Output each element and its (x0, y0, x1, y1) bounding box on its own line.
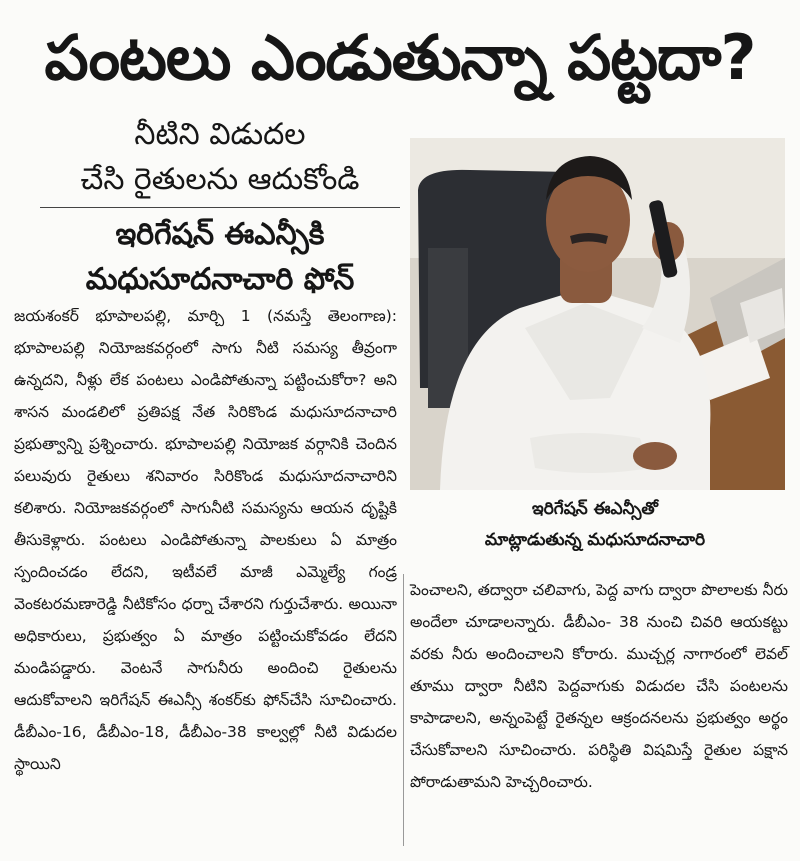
caption-line-1: ఇరిగేషన్ ఈఎన్సీతో (531, 499, 658, 519)
photo-caption (430, 494, 760, 556)
headline: పంటలు ఎండుతున్నా పట్టదా? (44, 21, 756, 94)
deck-divider (40, 207, 400, 208)
deck-line-2: చేసి రైతులను ఆదుకోండి (80, 162, 360, 197)
photo-illustration (410, 138, 785, 490)
subhead (40, 212, 400, 302)
news-photo (410, 138, 785, 490)
column-divider (403, 574, 404, 846)
deck (40, 112, 400, 202)
deck-line-1: నీటిని విడుదల (134, 117, 306, 152)
subhead-line-2: మధుసూదనాచారి ఫోన్ (85, 262, 355, 297)
body-text-right-column: పెంచాలని, తద్వారా చలివాగు, పెద్ద వాగు ద్వారా పొలాలకు నీరు అందేలా చూడాలన్నారు. డీబీఎం- 38 నుంచి చివరి ఆయకట్టు వరకు నీరు అందించాలని కోరారు. ముచ్చర్ల నాగారంలో లెవల్ తూము ద్వారా నీటిని పెద్దవాగుకు విడుదల చేసి పంటలను కాపాడాలని, అన్నంపెట్టే రైతన్నల ఆక్రందనలను ప్రభుత్వం అర్థం చేసుకోవాలని సూచించారు. పరిస్థితి విషమిస్తే రైతుల పక్షాన పోరాడుతామని హెచ్చరించారు. (410, 581, 789, 791)
body-text-left-column: జయశంకర్ భూపాలపల్లి, మార్చి 1 (నమస్తే తెలంగాణ): భూపాలపల్లి నియోజకవర్గంలో సాగు నీటి సమస్య తీవ్రంగా ఉన్నదని, నీళ్లు లేక పంటలు ఎండిపోతున్నా పట్టించుకోరా? అని శాసన మండలిలో ప్రతిపక్ష నేత సిరికొండ మధుసూదనాచారి ప్రభుత్వాన్ని ప్రశ్నించారు. భూపాలపల్లి నియోజక వర్గానికి చెందిన పలువురు రైతులు శనివారం సిరికొండ మధుసూదనాచారిని కలిశారు. నియోజకవర్గంలో సాగునీటి సమస్యను ఆయన దృష్టికి తీసుకెళ్లారు. పంటలు ఎండిపోతున్నా పాలకులు ఏ మాత్రం స్పందించడం లేదని, ఇటీవలే మాజీ ఎమ్మెల్యే గండ్ర వెంకటరమణారెడ్డి నీటికోసం ధర్నా చేశారని గుర్తుచేశారు. అయినా అధికారులు, ప్రభుత్వం ఏ మాత్రం పట్టించుకోవడం లేదని మండిపడ్డారు. వెంటనే సాగునీరు అందించి రైతులను ఆదుకోవాలని ఇరిగేషన్ ఈఎన్సీ శంకర్‌కు ఫోన్‌చేసి సూచించారు. డీబీఎం-16, డీబీఎం-18, డీబీఎం-38 కాల్వల్లో నీటి విడుదల స్థాయిని (14, 307, 397, 773)
caption-line-2: మాట్లాడుతున్న మధుసూదనాచారి (484, 530, 706, 550)
subhead-line-1: ఇరిగేషన్ ఈఎన్సీకి (115, 217, 325, 252)
